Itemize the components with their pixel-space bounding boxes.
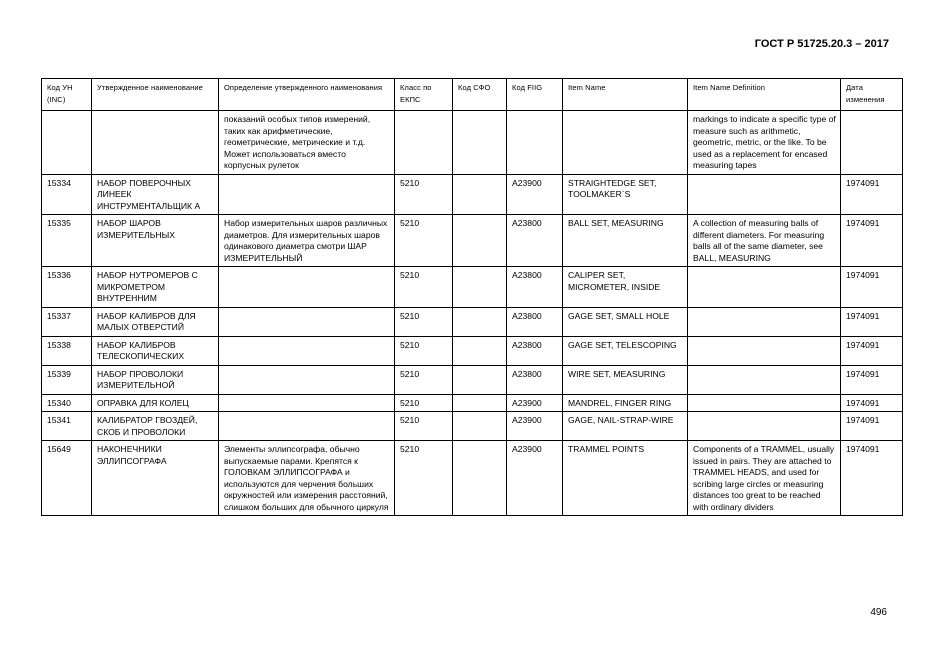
cell-change-date: 1974091: [841, 215, 903, 267]
cell-item-name-definition: markings to indicate a specific type of measure such as arithmetic, geometric, metric, or the like. To be used as a replacement for encased measuring tapes: [688, 111, 841, 175]
cell-ekps-class: 5210: [395, 365, 453, 394]
cell-inc: 15649: [42, 441, 92, 516]
cell-definition: [219, 307, 395, 336]
col-header-approved-name: Утвержденное наименование: [92, 79, 219, 111]
cell-approved-name: НАБОР КАЛИБРОВ ДЛЯ МАЛЫХ ОТВЕРСТИЙ: [92, 307, 219, 336]
cell-fiig-code: A23900: [507, 174, 563, 215]
cell-fiig-code: A23800: [507, 336, 563, 365]
cell-item-name: CALIPER SET, MICROMETER, INSIDE: [563, 267, 688, 308]
table-body: [42, 111, 903, 516]
cell-sfo-code: [453, 111, 507, 175]
table-row: [42, 365, 903, 394]
cell-definition: [219, 267, 395, 308]
cell-approved-name: НАБОР НУТРОМЕРОВ С МИКРОМЕТРОМ ВНУТРЕННИМ: [92, 267, 219, 308]
cell-fiig-code: A23800: [507, 307, 563, 336]
cell-item-name-definition: [688, 336, 841, 365]
cell-item-name: WIRE SET, MEASURING: [563, 365, 688, 394]
cell-inc: 15337: [42, 307, 92, 336]
cell-sfo-code: [453, 394, 507, 412]
cell-change-date: 1974091: [841, 441, 903, 516]
cell-change-date: 1974091: [841, 365, 903, 394]
cell-item-name: TRAMMEL POINTS: [563, 441, 688, 516]
cell-item-name-definition: Components of a TRAMMEL, usually issued in pairs. They are attached to TRAMMEL HEADS, and used for scribing large circles or measuring distances too great to be reached with ordinary dividers: [688, 441, 841, 516]
cell-ekps-class: 5210: [395, 267, 453, 308]
cell-inc: 15334: [42, 174, 92, 215]
cell-fiig-code: A23800: [507, 215, 563, 267]
cell-change-date: 1974091: [841, 307, 903, 336]
col-header-sfo-code: Код СФО: [453, 79, 507, 111]
cell-approved-name: НАКОНЕЧНИКИ ЭЛЛИПСОГРАФА: [92, 441, 219, 516]
cell-definition: Элементы эллипсографа, обычно выпускаемые парами. Крепятся к ГОЛОВКАМ ЭЛЛИПСОГРАФА и используются для черчения больших окружностей или измерения расстояний, слишком больших для обычного циркуля: [219, 441, 395, 516]
cell-item-name: BALL SET, MEASURING: [563, 215, 688, 267]
col-header-fiig-code: Код FIIG: [507, 79, 563, 111]
cell-fiig-code: A23900: [507, 394, 563, 412]
cell-fiig-code: A23800: [507, 365, 563, 394]
cell-fiig-code: A23900: [507, 412, 563, 441]
col-header-definition: Определение утвержденного наименования: [219, 79, 395, 111]
cell-sfo-code: [453, 174, 507, 215]
cell-definition: [219, 336, 395, 365]
cell-approved-name: НАБОР ПРОВОЛОКИ ИЗМЕРИТЕЛЬНОЙ: [92, 365, 219, 394]
cell-sfo-code: [453, 267, 507, 308]
cell-sfo-code: [453, 365, 507, 394]
col-header-inc: Код УН (INC): [42, 79, 92, 111]
table-row: [42, 215, 903, 267]
table-row: [42, 174, 903, 215]
cell-inc: 15336: [42, 267, 92, 308]
cell-sfo-code: [453, 336, 507, 365]
cell-change-date: 1974091: [841, 336, 903, 365]
table-row: [42, 394, 903, 412]
cell-ekps-class: [395, 111, 453, 175]
cell-definition: [219, 365, 395, 394]
cell-item-name-definition: [688, 394, 841, 412]
cell-inc: 15338: [42, 336, 92, 365]
cell-ekps-class: 5210: [395, 307, 453, 336]
cell-definition: [219, 394, 395, 412]
cell-definition: Набор измерительных шаров различных диаметров. Для измерительных шаров одинакового диаметра смотри ШАР ИЗМЕРИТЕЛЬНЫЙ: [219, 215, 395, 267]
col-header-change-date: Дата изменения: [841, 79, 903, 111]
cell-ekps-class: 5210: [395, 215, 453, 267]
cell-item-name-definition: [688, 174, 841, 215]
table-row: [42, 267, 903, 308]
cell-approved-name: НАБОР ШАРОВ ИЗМЕРИТЕЛЬНЫХ: [92, 215, 219, 267]
cell-item-name-definition: [688, 267, 841, 308]
page-number: 496: [870, 607, 887, 618]
table-row: [42, 441, 903, 516]
cell-approved-name: КАЛИБРАТОР ГВОЗДЕЙ, СКОБ И ПРОВОЛОКИ: [92, 412, 219, 441]
table-row: [42, 336, 903, 365]
col-header-item-name: Item Name: [563, 79, 688, 111]
cell-change-date: 1974091: [841, 412, 903, 441]
cell-sfo-code: [453, 441, 507, 516]
cell-item-name: [563, 111, 688, 175]
document-header: ГОСТ Р 51725.20.3 – 2017: [754, 38, 889, 50]
cell-definition: [219, 174, 395, 215]
cell-approved-name: [92, 111, 219, 175]
cell-sfo-code: [453, 307, 507, 336]
col-header-ekps-class: Класс по ЕКПС: [395, 79, 453, 111]
cell-sfo-code: [453, 412, 507, 441]
cell-inc: 15339: [42, 365, 92, 394]
cell-approved-name: НАБОР КАЛИБРОВ ТЕЛЕСКОПИЧЕСКИХ: [92, 336, 219, 365]
cell-item-name: STRAIGHTEDGE SET, TOOLMAKER`S: [563, 174, 688, 215]
cell-ekps-class: 5210: [395, 174, 453, 215]
cell-ekps-class: 5210: [395, 412, 453, 441]
cell-ekps-class: 5210: [395, 441, 453, 516]
cell-definition: показаний особых типов измерений, таких как арифметические, геометрические, метрические и т.д. Может использоваться вместо корпусных рулеток: [219, 111, 395, 175]
cell-item-name-definition: [688, 307, 841, 336]
cell-fiig-code: A23900: [507, 441, 563, 516]
table-header-row: [42, 79, 903, 111]
cell-item-name-definition: A collection of measuring balls of different diameters. For measuring balls all of the same diameter, see BALL, MEASURING: [688, 215, 841, 267]
cell-inc: 15335: [42, 215, 92, 267]
cell-change-date: 1974091: [841, 174, 903, 215]
cell-approved-name: ОПРАВКА ДЛЯ КОЛЕЦ: [92, 394, 219, 412]
cell-item-name: MANDREL, FINGER RING: [563, 394, 688, 412]
cell-item-name-definition: [688, 412, 841, 441]
col-header-item-name-definition: Item Name Definition: [688, 79, 841, 111]
cell-change-date: 1974091: [841, 394, 903, 412]
cell-inc: 15341: [42, 412, 92, 441]
cell-inc: 15340: [42, 394, 92, 412]
cell-fiig-code: [507, 111, 563, 175]
cell-approved-name: НАБОР ПОВЕРОЧНЫХ ЛИНЕЕК ИНСТРУМЕНТАЛЬЩИК А: [92, 174, 219, 215]
cell-inc: [42, 111, 92, 175]
cell-sfo-code: [453, 215, 507, 267]
cell-item-name: GAGE SET, SMALL HOLE: [563, 307, 688, 336]
table-row: [42, 412, 903, 441]
cell-change-date: 1974091: [841, 267, 903, 308]
table-row: [42, 307, 903, 336]
cell-definition: [219, 412, 395, 441]
cell-item-name: GAGE SET, TELESCOPING: [563, 336, 688, 365]
cell-ekps-class: 5210: [395, 336, 453, 365]
cell-item-name: GAGE, NAIL-STRAP-WIRE: [563, 412, 688, 441]
cell-ekps-class: 5210: [395, 394, 453, 412]
cell-item-name-definition: [688, 365, 841, 394]
table-row: [42, 111, 903, 175]
cell-fiig-code: A23800: [507, 267, 563, 308]
cell-change-date: [841, 111, 903, 175]
inc-table: [41, 78, 903, 516]
